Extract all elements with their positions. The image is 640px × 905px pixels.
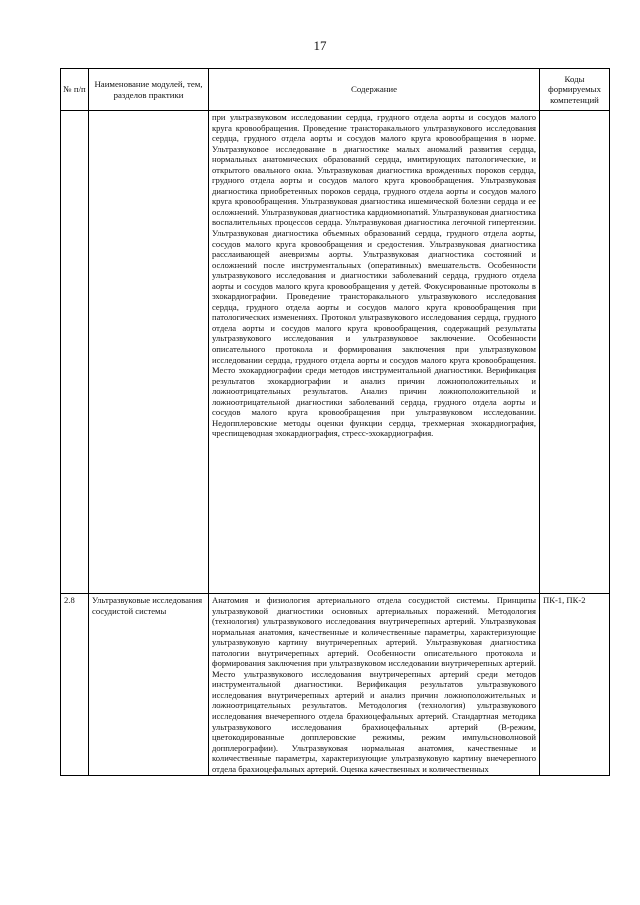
table-header-row: [61, 69, 610, 111]
header-competency-codes: Коды формируемых компетенций: [540, 69, 610, 111]
row-number: 2.8: [61, 594, 89, 776]
row-competency-codes: [540, 111, 610, 594]
row-competency-codes: ПК-1, ПК-2: [540, 594, 610, 776]
table-row: [61, 594, 610, 776]
row-content: Анатомия и физиология артериального отдела сосудистой системы. Принципы ультразвуковой диагностики основных артериальных поражений. Методология (технология) ультразвукового исследования внутричерепных артерий. Ультразвуковая нормальная анатомия, качественные и количественные параметры, характеризующие ультразвуковую картину внутричерепных артерий. Ультразвуковая диагностика патологии внутричерепных артерий. Особенности описательного протокола и формирования заключения при ультразвуковом исследовании внутричерепных артерий. Место ультразвукового исследования внутричерепных артерий среди методов инструментальной диагностики. Верификация результатов ультразвукового исследования внутричерепных артерий и анализ причин ложноположительных и ложноотрицательных результатов. Методология (технология) ультразвукового исследования внечерепного отдела брахиоцефальных артерий. Стандартная методика ультразвукового исследования брахиоцефальных артерий (В-режим, цветокодированные допплеровские режимы, режим импульсноволновой допплерографии). Ультразвуковая нормальная анатомия, качественные и количественные параметры, характеризующие ультразвуковую картину внечерепного отдела брахиоцефальных артерий. Оценка качественных и количественных: [209, 594, 540, 776]
row-module-name: [89, 111, 209, 594]
page-number: 17: [313, 38, 327, 53]
row-content: при ультразвуковом исследовании сердца, грудного отдела аорты и сосудов малого круга кровообращения. Проведение трансторакального ультразвукового исследования сердца, грудного отдела аорты и сосудов малого круга кровообращения в норме. Ультразвуковое исследование в диагностике малых аномалий развития сердца, нормальных анатомических образований сердца, имитирующих патологические, и открытого овального окна. Ультразвуковая диагностика врожденных пороков сердца, грудного отдела аорты и сосудов малого круга кровообращения. Ультразвуковая диагностика приобретенных пороков сердца, грудного отдела аорты и сосудов малого круга кровообращения. Ультразвуковая диагностика ишемической болезни сердца и ее осложнений. Ультразвуковая диагностика кардиомиопатий. Ультразвуковая диагностика воспалительных процессов сердца. Ультразвуковая диагностика легочной гипертензии. Ультразвуковая диагностика объемных образований сердца, грудного отдела аорты, сосудов малого круга кровообращения и средостения. Ультразвуковая диагностика расслаивающей аневризмы аорты. Ультразвуковая диагностика состояний и осложнений после инструментальных (оперативных) вмешательств. Особенности ультразвукового исследования и диагностики заболеваний сердца, грудного отдела аорты и сосудов малого круга кровообращения у детей. Фокусированные протоколы в эхокардиографии. Проведение трансторакального ультразвукового исследования сердца, грудного отдела аорты и сосудов малого круга кровообращения при патологических изменениях. Протокол ультразвукового исследования сердца, грудного отдела аорты и сосудов малого круга кровообращения, содержащий результаты ультразвукового исследования и ультразвуковое заключение. Особенности описательного протокола и формирования заключения при ультразвуковом исследовании сердца, грудного отдела аорты и сосудов малого круга кровообращения. Место эхокардиографии среди методов инструментальной диагностики. Верификация результатов эхокардиографии и анализ причин ложноположительных и ложноотрицательных результатов. Анализ причин ложноположительной и ложноотрицательной диагностики заболеваний сердца, грудного отдела аорты и сосудов малого круга кровообращения при ультразвуковом исследовании. Недопплеровские методы оценки функции сердца, трехмерная эхокардиография, чреспищеводная эхокардиография, стресс-эхокардиография.: [209, 111, 540, 594]
table-row: [61, 111, 610, 594]
header-content: Содержание: [209, 69, 540, 111]
row-module-name: Ультразвуковые исследования сосудистой системы: [89, 594, 209, 776]
header-number: № п/п: [61, 69, 89, 111]
curriculum-table: [60, 68, 610, 776]
row-number: [61, 111, 89, 594]
header-module-name: Наименование модулей, тем, разделов практики: [89, 69, 209, 111]
